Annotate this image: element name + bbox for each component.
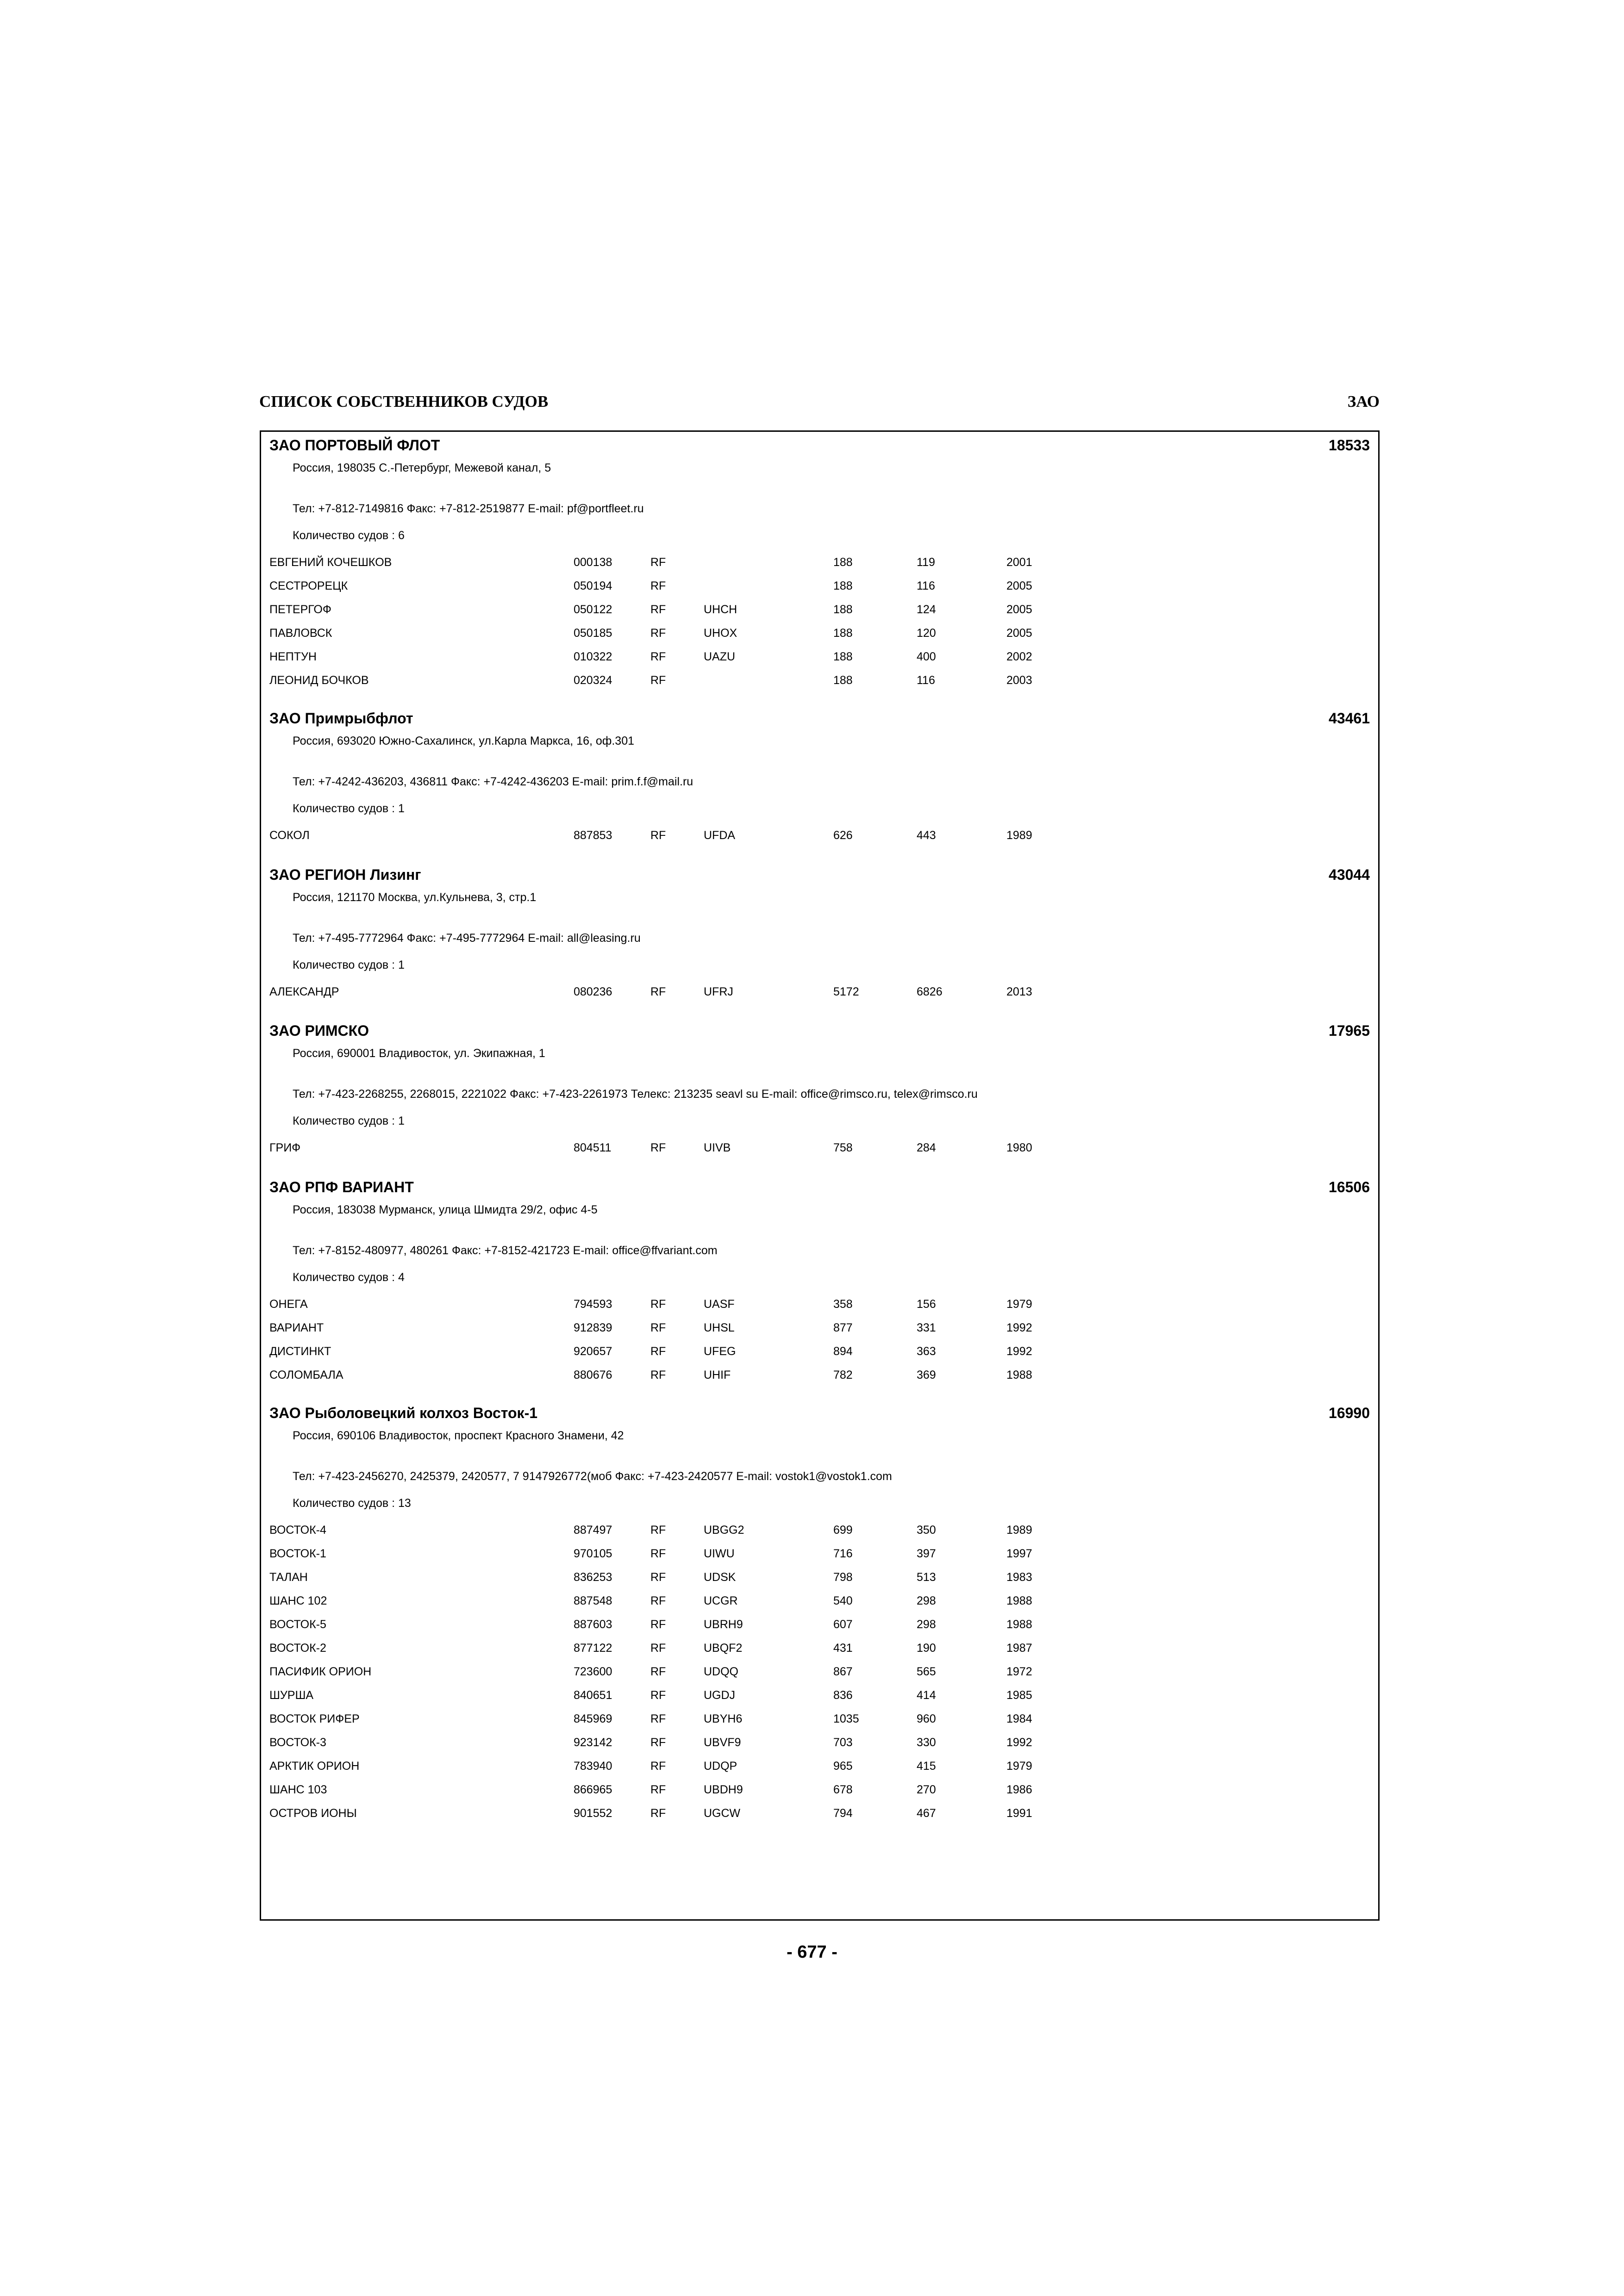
company-address: Россия, 198035 С.-Петербург, Межевой канал, 5 <box>293 461 551 474</box>
company-address: Россия, 183038 Мурманск, улица Шмидта 29/2, офис 4-5 <box>293 1203 598 1216</box>
company-contacts: Тел: +7-423-2456270, 2425379, 2420577, 7 9147926772(моб Факс: +7-423-2420577 E-mail: vostok1@vostok1.com <box>293 1470 892 1483</box>
ship-count: Количество судов : 6 <box>293 529 405 542</box>
ship-flag: RF <box>650 1736 666 1749</box>
ship-callsign: UDQP <box>704 1760 737 1773</box>
ship-flag: RF <box>650 674 666 687</box>
company-contacts: Тел: +7-4242-436203, 436811 Факс: +7-4242-436203 E-mail: prim.f.f@mail.ru <box>293 775 693 788</box>
ship-callsign: UBYH6 <box>704 1712 743 1725</box>
ship-name: ЕВГЕНИЙ КОЧЕШКОВ <box>269 556 392 569</box>
ship-flag: RF <box>650 1321 666 1334</box>
ship-number: 866965 <box>574 1783 612 1796</box>
ship-flag: RF <box>650 829 666 842</box>
ship-year: 1979 <box>1006 1760 1032 1773</box>
ship-callsign: UFDA <box>704 829 736 842</box>
ship-year: 1988 <box>1006 1618 1032 1631</box>
ship-row: ШАНС 102 887548 RF UCGR 540 298 1988 <box>269 1594 1032 1607</box>
ship-number: 970105 <box>574 1547 612 1560</box>
ship-callsign: UBRH9 <box>704 1618 743 1631</box>
ship-callsign: UASF <box>704 1298 735 1311</box>
ship-number: 840651 <box>574 1689 612 1702</box>
ship-number: 050194 <box>574 579 612 592</box>
ship-flag: RF <box>650 1783 666 1796</box>
ship-row: ВОСТОК-1 970105 RF UIWU 716 397 1997 <box>269 1547 1032 1560</box>
ship-number: 783940 <box>574 1760 612 1773</box>
ship-count: Количество судов : 1 <box>293 802 405 815</box>
ship-year: 2002 <box>1006 650 1032 663</box>
ship-number: 010322 <box>574 650 612 663</box>
ship-name: ВОСТОК-3 <box>269 1736 326 1749</box>
page-number: - 677 - <box>787 1942 837 1962</box>
ship-year: 1997 <box>1006 1547 1032 1560</box>
ship-row: ШАНС 103 866965 RF UBDH9 678 270 1986 <box>269 1783 1032 1796</box>
ship-flag: RF <box>650 650 666 663</box>
ship-row: ВАРИАНТ 912839 RF UHSL 877 331 1992 <box>269 1321 1032 1334</box>
ship-flag: RF <box>650 1345 666 1358</box>
ship-row: ВОСТОК РИФЕР 845969 RF UBYH6 1035 960 1984 <box>269 1712 1032 1725</box>
ship-name: ДИСТИНКТ <box>269 1345 331 1358</box>
company-contacts: Тел: +7-495-7772964 Факс: +7-495-7772964 E-mail: all@leasing.ru <box>293 932 641 945</box>
company-name: ЗАО Рыболовецкий колхоз Восток-1 <box>269 1405 538 1421</box>
company-address: Россия, 693020 Южно-Сахалинск, ул.Карла Маркса, 16, оф.301 <box>293 734 635 747</box>
ship-number: 923142 <box>574 1736 612 1749</box>
ship-count: Количество судов : 1 <box>293 1114 405 1127</box>
ship-year: 1983 <box>1006 1571 1032 1584</box>
ship-row: ВОСТОК-2 877122 RF UBQF2 431 190 1987 <box>269 1642 1032 1655</box>
ship-callsign: UBVF9 <box>704 1736 741 1749</box>
ship-row: СОЛОМБАЛА 880676 RF UHIF 782 369 1988 <box>269 1369 1032 1381</box>
ship-name: ГРИФ <box>269 1141 301 1154</box>
ship-row: ПЕТЕРГОФ 050122 RF UHCH 188 124 2005 <box>269 603 1032 616</box>
company-id: 16990 <box>1329 1405 1370 1421</box>
ship-callsign: UCGR <box>704 1594 738 1607</box>
ship-year: 1992 <box>1006 1345 1032 1358</box>
ship-year: 2003 <box>1006 674 1032 687</box>
ship-name: ОНЕГА <box>269 1298 308 1311</box>
ship-number: 880676 <box>574 1369 612 1381</box>
ship-name: СЕСТРОРЕЦК <box>269 579 348 592</box>
ship-callsign: UFRJ <box>704 985 733 998</box>
ship-row: ПАВЛОВСК 050185 RF UHOX 188 120 2005 <box>269 627 1032 640</box>
ship-callsign: UDSK <box>704 1571 736 1584</box>
ship-year: 2013 <box>1006 985 1032 998</box>
ship-number: 723600 <box>574 1665 612 1678</box>
ship-year: 2005 <box>1006 627 1032 640</box>
ship-number: 000138 <box>574 556 612 569</box>
ship-row: ДИСТИНКТ 920657 RF UFEG 894 363 1992 <box>269 1345 1032 1358</box>
ship-count: Количество судов : 4 <box>293 1271 405 1284</box>
ship-count: Количество судов : 1 <box>293 958 405 971</box>
company-address: Россия, 690106 Владивосток, проспект Красного Знамени, 42 <box>293 1429 624 1442</box>
ship-row: ТАЛАН 836253 RF UDSK 798 513 1983 <box>269 1571 1032 1584</box>
ship-name: ВОСТОК-4 <box>269 1524 326 1537</box>
ship-name: ШУРША <box>269 1689 314 1702</box>
ship-name: ОСТРОВ ИОНЫ <box>269 1807 357 1820</box>
ship-year: 1972 <box>1006 1665 1032 1678</box>
ship-flag: RF <box>650 627 666 640</box>
ship-number: 845969 <box>574 1712 612 1725</box>
ship-flag: RF <box>650 1642 666 1655</box>
ship-callsign: UIVB <box>704 1141 731 1154</box>
ship-row: ЛЕОНИД БОЧКОВ 020324 RF 188 116 2003 <box>269 674 1032 687</box>
ship-flag: RF <box>650 1689 666 1702</box>
ship-name: СОЛОМБАЛА <box>269 1369 344 1381</box>
company-block <box>261 865 1378 1008</box>
company-name: ЗАО РПФ ВАРИАНТ <box>269 1179 414 1195</box>
company-id: 43044 <box>1329 866 1370 883</box>
ship-name: ВОСТОК РИФЕР <box>269 1712 360 1725</box>
ship-number: 887497 <box>574 1524 612 1537</box>
ship-year: 1987 <box>1006 1642 1032 1655</box>
ship-callsign: UBDH9 <box>704 1783 743 1796</box>
ship-name: НЕПТУН <box>269 650 317 663</box>
company-id: 17965 <box>1329 1022 1370 1039</box>
ship-year: 1989 <box>1006 1524 1032 1537</box>
ship-callsign: UGDJ <box>704 1689 736 1702</box>
ship-flag: RF <box>650 1298 666 1311</box>
ship-callsign: UHIF <box>704 1369 731 1381</box>
ship-row: АЛЕКСАНДР 080236 RF UFRJ 5172 6826 2013 <box>269 985 1032 998</box>
ship-number: 836253 <box>574 1571 612 1584</box>
ship-row: СЕСТРОРЕЦК 050194 RF 188 116 2005 <box>269 579 1032 592</box>
section-label: ЗАО <box>1347 392 1380 411</box>
company-name: ЗАО ПОРТОВЫЙ ФЛОТ <box>269 437 440 454</box>
ship-name: ВОСТОК-2 <box>269 1642 326 1655</box>
company-contacts: Тел: +7-812-7149816 Факс: +7-812-2519877 E-mail: pf@portfleet.ru <box>293 502 644 515</box>
ship-flag: RF <box>650 1665 666 1678</box>
ship-flag: RF <box>650 985 666 998</box>
ship-callsign: UFEG <box>704 1345 736 1358</box>
ship-number: 887548 <box>574 1594 612 1607</box>
ship-flag: RF <box>650 1760 666 1773</box>
ship-year: 2005 <box>1006 579 1032 592</box>
ship-number: 050122 <box>574 603 612 616</box>
ship-row: ШУРША 840651 RF UGDJ 836 414 1985 <box>269 1689 1032 1702</box>
company-id: 18533 <box>1329 437 1370 454</box>
company-contacts: Тел: +7-423-2268255, 2268015, 2221022 Факс: +7-423-2261973 Телекс: 213235 seavl su E-mail: office@rimsco.ru, telex@rimsco.ru <box>293 1088 978 1101</box>
ship-callsign: UGCW <box>704 1807 741 1820</box>
ship-year: 1979 <box>1006 1298 1032 1311</box>
ship-number: 920657 <box>574 1345 612 1358</box>
ship-row: ВОСТОК-3 923142 RF UBVF9 703 330 1992 <box>269 1736 1032 1749</box>
ship-row: ВОСТОК-4 887497 RF UBGG2 699 350 1989 <box>269 1524 1032 1537</box>
ship-name: ВОСТОК-5 <box>269 1618 326 1631</box>
ship-year: 1988 <box>1006 1369 1032 1381</box>
ship-year: 1992 <box>1006 1321 1032 1334</box>
company-block <box>261 1404 1378 1830</box>
ship-number: 877122 <box>574 1642 612 1655</box>
ship-callsign: UAZU <box>704 650 736 663</box>
page-title: СПИСОК СОБСТВЕННИКОВ СУДОВ <box>259 392 549 411</box>
ship-year: 1980 <box>1006 1141 1032 1154</box>
ship-row: ВОСТОК-5 887603 RF UBRH9 607 298 1988 <box>269 1618 1032 1631</box>
ship-name: ПАСИФИК ОРИОН <box>269 1665 372 1678</box>
company-address: Россия, 690001 Владивосток, ул. Экипажная, 1 <box>293 1047 545 1060</box>
company-block <box>261 1178 1378 1392</box>
ship-callsign: UBGG2 <box>704 1524 744 1537</box>
ship-name: ПЕТЕРГОФ <box>269 603 331 616</box>
ship-number: 887853 <box>574 829 612 842</box>
ship-flag: RF <box>650 1807 666 1820</box>
ship-name: СОКОЛ <box>269 829 310 842</box>
company-address: Россия, 121170 Москва, ул.Кульнева, 3, стр.1 <box>293 891 537 904</box>
ship-number: 080236 <box>574 985 612 998</box>
ship-year: 1984 <box>1006 1712 1032 1725</box>
ship-number: 901552 <box>574 1807 612 1820</box>
ship-year: 1989 <box>1006 829 1032 842</box>
ship-name: ВАРИАНТ <box>269 1321 324 1334</box>
ship-row: СОКОЛ 887853 RF UFDA 626 443 1989 <box>269 829 1032 842</box>
ship-callsign: UHOX <box>704 627 737 640</box>
company-block <box>261 709 1378 852</box>
ship-name: ШАНС 102 <box>269 1594 327 1607</box>
ship-name: ПАВЛОВСК <box>269 627 332 640</box>
ship-year: 2005 <box>1006 603 1032 616</box>
ship-flag: RF <box>650 1571 666 1584</box>
ship-name: АРКТИК ОРИОН <box>269 1760 360 1773</box>
company-block <box>261 436 1378 697</box>
owners-frame <box>260 430 1380 1921</box>
company-name: ЗАО РИМСКО <box>269 1022 369 1039</box>
company-id: 43461 <box>1329 710 1370 727</box>
ship-number: 020324 <box>574 674 612 687</box>
ship-flag: RF <box>650 556 666 569</box>
ship-year: 1986 <box>1006 1783 1032 1796</box>
ship-name: ШАНС 103 <box>269 1783 327 1796</box>
company-name: ЗАО Примрыбфлот <box>269 710 413 727</box>
ship-callsign: UDQQ <box>704 1665 738 1678</box>
ship-row: НЕПТУН 010322 RF UAZU 188 400 2002 <box>269 650 1032 663</box>
ship-name: ЛЕОНИД БОЧКОВ <box>269 674 369 687</box>
ship-row: ПАСИФИК ОРИОН 723600 RF UDQQ 867 565 1972 <box>269 1665 1032 1678</box>
ship-year: 1985 <box>1006 1689 1032 1702</box>
company-id: 16506 <box>1329 1179 1370 1195</box>
page-header <box>259 392 1380 420</box>
ship-name: ВОСТОК-1 <box>269 1547 326 1560</box>
ship-row: ГРИФ 804511 RF UIVB 758 284 1980 <box>269 1141 1032 1154</box>
ship-flag: RF <box>650 579 666 592</box>
ship-flag: RF <box>650 1594 666 1607</box>
ship-number: 912839 <box>574 1321 612 1334</box>
ship-row: ЕВГЕНИЙ КОЧЕШКОВ 000138 RF 188 119 2001 <box>269 556 1032 569</box>
company-contacts: Тел: +7-8152-480977, 480261 Факс: +7-8152-421723 E-mail: office@ffvariant.com <box>293 1244 718 1257</box>
ship-row: ОНЕГА 794593 RF UASF 358 156 1979 <box>269 1298 1032 1311</box>
ship-callsign: UHCH <box>704 603 737 616</box>
ship-year: 1988 <box>1006 1594 1032 1607</box>
ship-count: Количество судов : 13 <box>293 1497 411 1510</box>
company-name: ЗАО РЕГИОН Лизинг <box>269 866 421 883</box>
ship-flag: RF <box>650 1141 666 1154</box>
ship-flag: RF <box>650 1524 666 1537</box>
ship-number: 794593 <box>574 1298 612 1311</box>
ship-row: ОСТРОВ ИОНЫ 901552 RF UGCW 794 467 1991 <box>269 1807 1032 1820</box>
ship-number: 050185 <box>574 627 612 640</box>
ship-callsign: UHSL <box>704 1321 735 1334</box>
ship-year: 1991 <box>1006 1807 1032 1820</box>
ship-flag: RF <box>650 1547 666 1560</box>
ship-year: 1992 <box>1006 1736 1032 1749</box>
ship-callsign: UIWU <box>704 1547 735 1560</box>
ship-flag: RF <box>650 1712 666 1725</box>
ship-name: ТАЛАН <box>269 1571 308 1584</box>
company-block <box>261 1021 1378 1164</box>
ship-flag: RF <box>650 1618 666 1631</box>
ship-number: 804511 <box>574 1141 612 1154</box>
ship-name: АЛЕКСАНДР <box>269 985 339 998</box>
ship-year: 2001 <box>1006 556 1032 569</box>
ship-flag: RF <box>650 603 666 616</box>
ship-callsign: UBQF2 <box>704 1642 743 1655</box>
ship-number: 887603 <box>574 1618 612 1631</box>
ship-flag: RF <box>650 1369 666 1381</box>
ship-row: АРКТИК ОРИОН 783940 RF UDQP 965 415 1979 <box>269 1760 1032 1773</box>
